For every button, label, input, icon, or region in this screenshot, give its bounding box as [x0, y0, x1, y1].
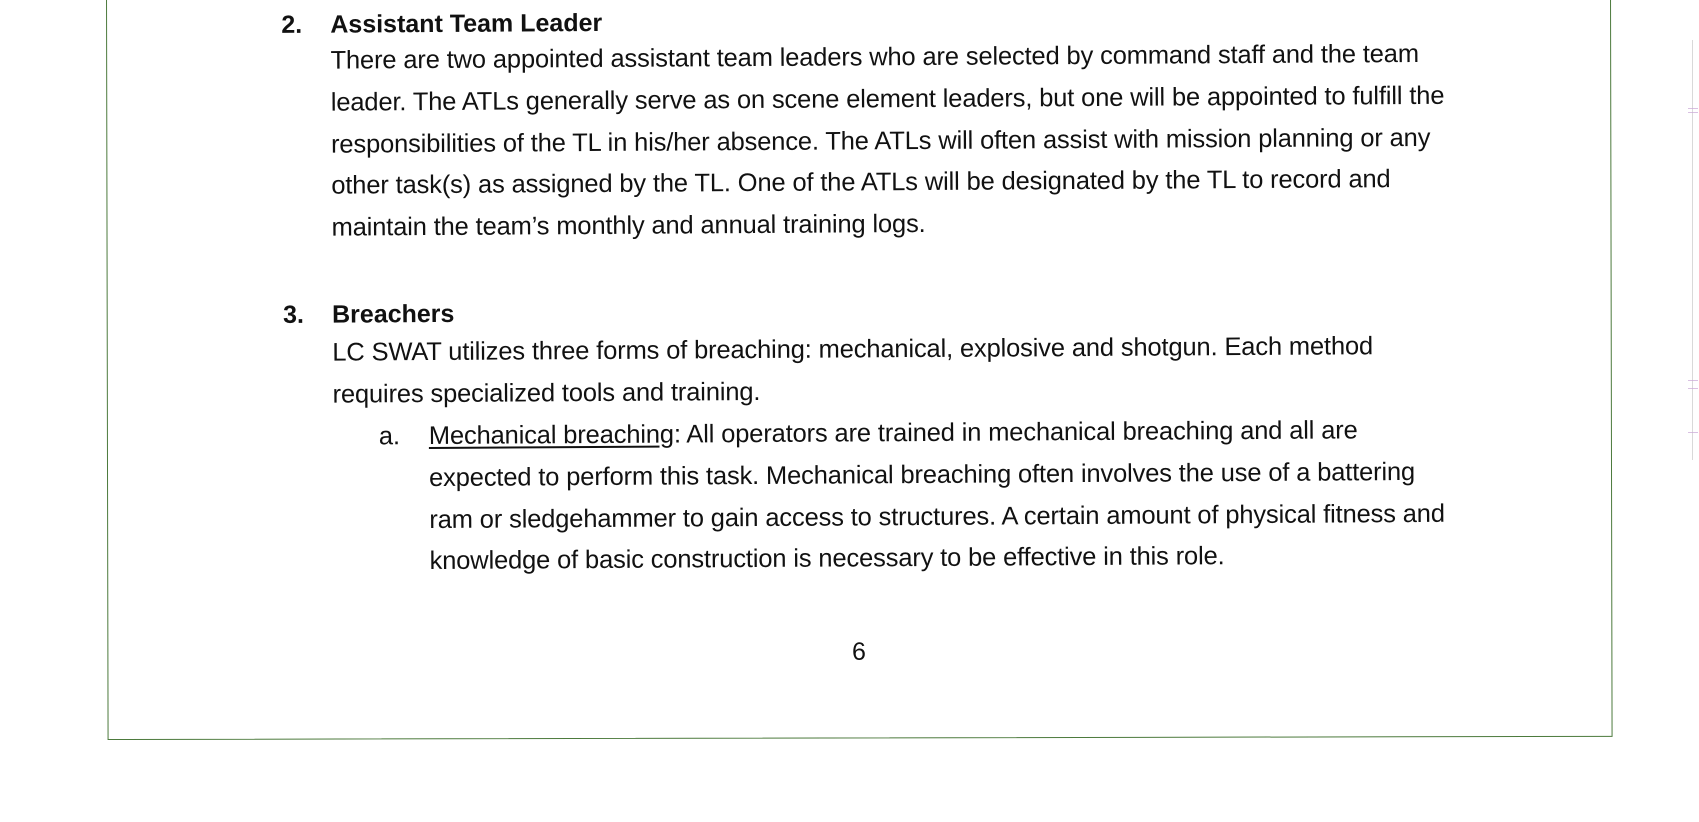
- paragraph-line: other task(s) as assigned by the TL. One of the ATLs will be designated by the TL to record and: [331, 165, 1391, 201]
- paragraph-line: There are two appointed assistant team leaders who are selected by command staff and the team: [330, 39, 1419, 75]
- page-number: 6: [852, 638, 866, 666]
- subitem-first-line-rest: : All operators are trained in mechanical breaching and all are: [673, 416, 1358, 449]
- section-2-number: 2.: [281, 10, 303, 39]
- paragraph-line: requires specialized tools and training.: [332, 377, 761, 409]
- subitem-a-text: [429, 409, 1560, 583]
- paragraph-line: leader. The ATLs generally serve as on scene element leaders, but one will be appointed to fulfill the: [330, 81, 1445, 117]
- section-2-paragraph: [330, 33, 1551, 249]
- paragraph-line: LC SWAT utilizes three forms of breaching: mechanical, explosive and shotgun. Each method: [332, 332, 1374, 367]
- scan-edge-artifact: [1688, 40, 1696, 460]
- paragraph-line: expected to perform this task. Mechanical breaching often involves the use of a battering: [428, 457, 1416, 492]
- section-2-title: Assistant Team Leader: [330, 8, 603, 39]
- paragraph-line: maintain the team’s monthly and annual training logs.: [331, 210, 926, 242]
- subitem-first-line: [429, 409, 1559, 458]
- paragraph-line: ram or sledgehammer to gain access to structures. A certain amount of physical fitness and: [429, 499, 1445, 534]
- subitem-a-marker: a.: [378, 422, 401, 451]
- section-3-number: 3.: [282, 300, 305, 329]
- section-3-paragraph: [332, 325, 1552, 416]
- paragraph-line: knowledge of basic construction is necessary to be effective in this role.: [429, 542, 1225, 576]
- section-3-title: Breachers: [331, 299, 455, 329]
- mechanical-breaching-term: Mechanical breaching: [428, 420, 674, 451]
- paragraph-line: responsibilities of the TL in his/her absence. The ATLs will often assist with mission planning or any: [330, 123, 1431, 159]
